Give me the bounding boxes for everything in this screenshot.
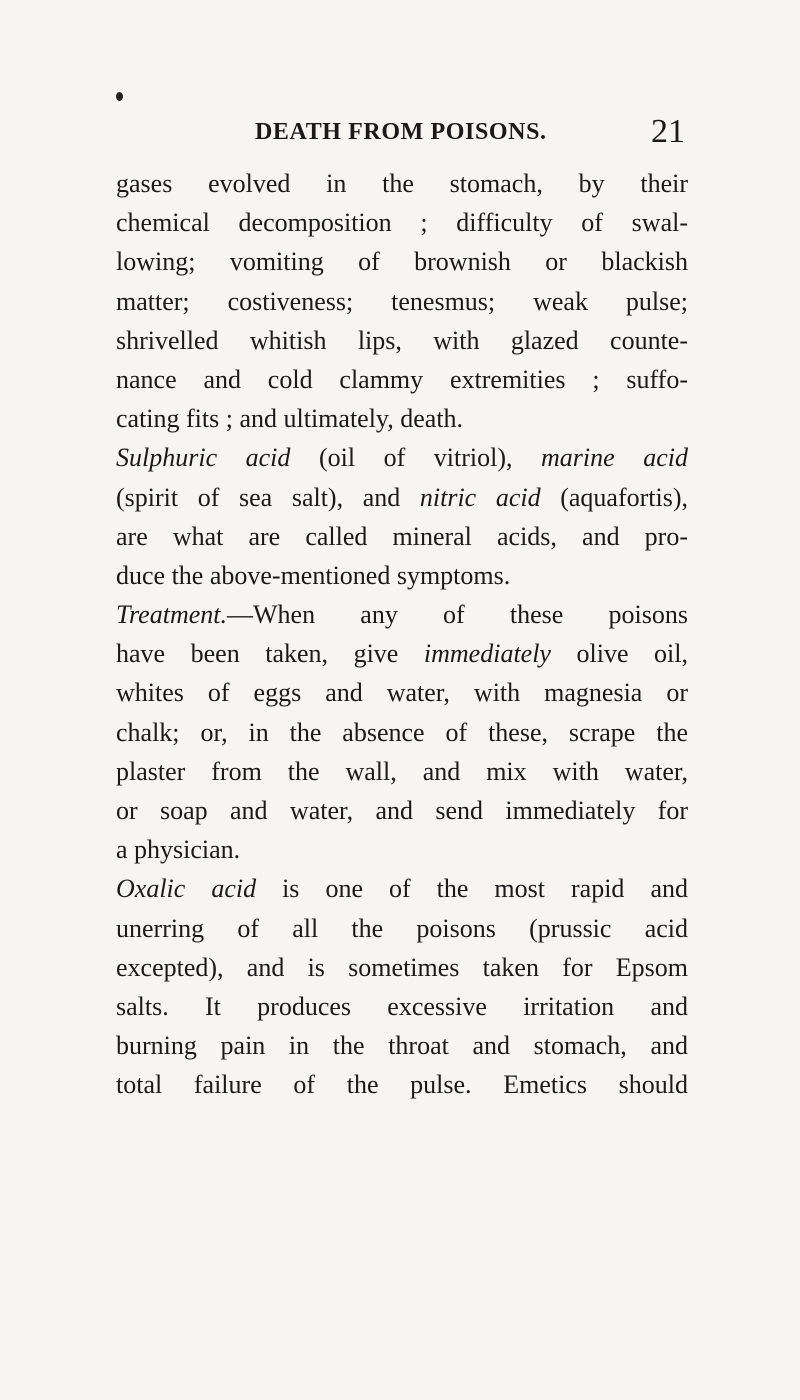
text-run: total failure of the pulse. Emetics should — [116, 1070, 688, 1100]
text-line — [116, 869, 688, 908]
page-number: 21 — [651, 113, 685, 150]
text-run: duce the above-mentioned symptoms. — [116, 560, 511, 590]
text-run: a physician. — [116, 835, 241, 865]
text-line — [116, 399, 688, 438]
text-line — [116, 634, 688, 673]
text-run: have been taken, give — [116, 639, 424, 669]
running-title: DEATH FROM POISONS. — [255, 119, 547, 145]
text-run: whites of eggs and water, with magnesia or — [116, 678, 688, 708]
text-run: lowing; vomiting of brownish or blackish — [116, 247, 688, 277]
text-line — [116, 556, 688, 595]
text-run: —When any of these poisons — [226, 600, 688, 630]
text-line — [116, 282, 688, 321]
italic-term: immediately — [423, 639, 551, 669]
text-run: unerring of all the poisons (prussic acid — [116, 913, 688, 943]
text-line — [116, 478, 688, 517]
text-line — [116, 203, 688, 242]
italic-term: Oxalic acid — [116, 874, 257, 904]
text-run: are what are called mineral acids, and pro- — [116, 521, 688, 551]
text-line — [116, 321, 688, 360]
body-text — [116, 164, 688, 1105]
text-line — [116, 1026, 688, 1065]
text-line — [116, 791, 688, 830]
page-header — [255, 113, 685, 156]
text-run: burning pain in the throat and stomach, and — [116, 1031, 688, 1061]
text-run: plaster from the wall, and mix with water, — [116, 756, 688, 786]
text-line — [116, 438, 688, 477]
text-line — [116, 595, 688, 634]
text-line — [116, 242, 688, 281]
text-line — [116, 360, 688, 399]
text-run: chemical decomposition ; difficulty of swal- — [116, 208, 688, 238]
text-run: chalk; or, in the absence of these, scrape the — [116, 717, 688, 747]
text-line — [116, 673, 688, 712]
italic-term: Sulphuric acid — [116, 443, 291, 473]
text-line — [116, 909, 688, 948]
text-run: salts. It produces excessive irritation and — [116, 991, 688, 1021]
text-line — [116, 1065, 688, 1104]
text-run: cating fits ; and ultimately, death. — [116, 404, 464, 434]
italic-term: Treatment. — [116, 600, 227, 630]
text-run: shrivelled whitish lips, with glazed counte- — [116, 325, 688, 355]
text-run: (spirit of sea salt), and — [116, 482, 420, 512]
text-run: (oil of vitriol), — [290, 443, 542, 473]
text-line — [116, 752, 688, 791]
text-run: nance and cold clammy extremities ; suffo- — [116, 364, 688, 394]
text-run: matter; costiveness; tenesmus; weak pulse; — [116, 286, 688, 316]
italic-term: nitric acid — [419, 482, 541, 512]
text-line — [116, 830, 688, 869]
text-line — [116, 713, 688, 752]
text-run: or soap and water, and send immediately for — [116, 796, 688, 825]
text-run: (aquafortis), — [540, 482, 689, 512]
text-run: is one of the most rapid and — [256, 874, 688, 904]
text-run: excepted), and is sometimes taken for Epsom — [116, 952, 688, 982]
text-line — [116, 987, 688, 1026]
ink-dot — [116, 92, 123, 101]
text-line — [116, 948, 688, 987]
text-run: gases evolved in the stomach, by their — [116, 169, 688, 198]
text-line — [116, 164, 688, 203]
text-run: olive oil, — [550, 639, 689, 669]
italic-term: marine acid — [541, 443, 688, 473]
text-line — [116, 517, 688, 556]
